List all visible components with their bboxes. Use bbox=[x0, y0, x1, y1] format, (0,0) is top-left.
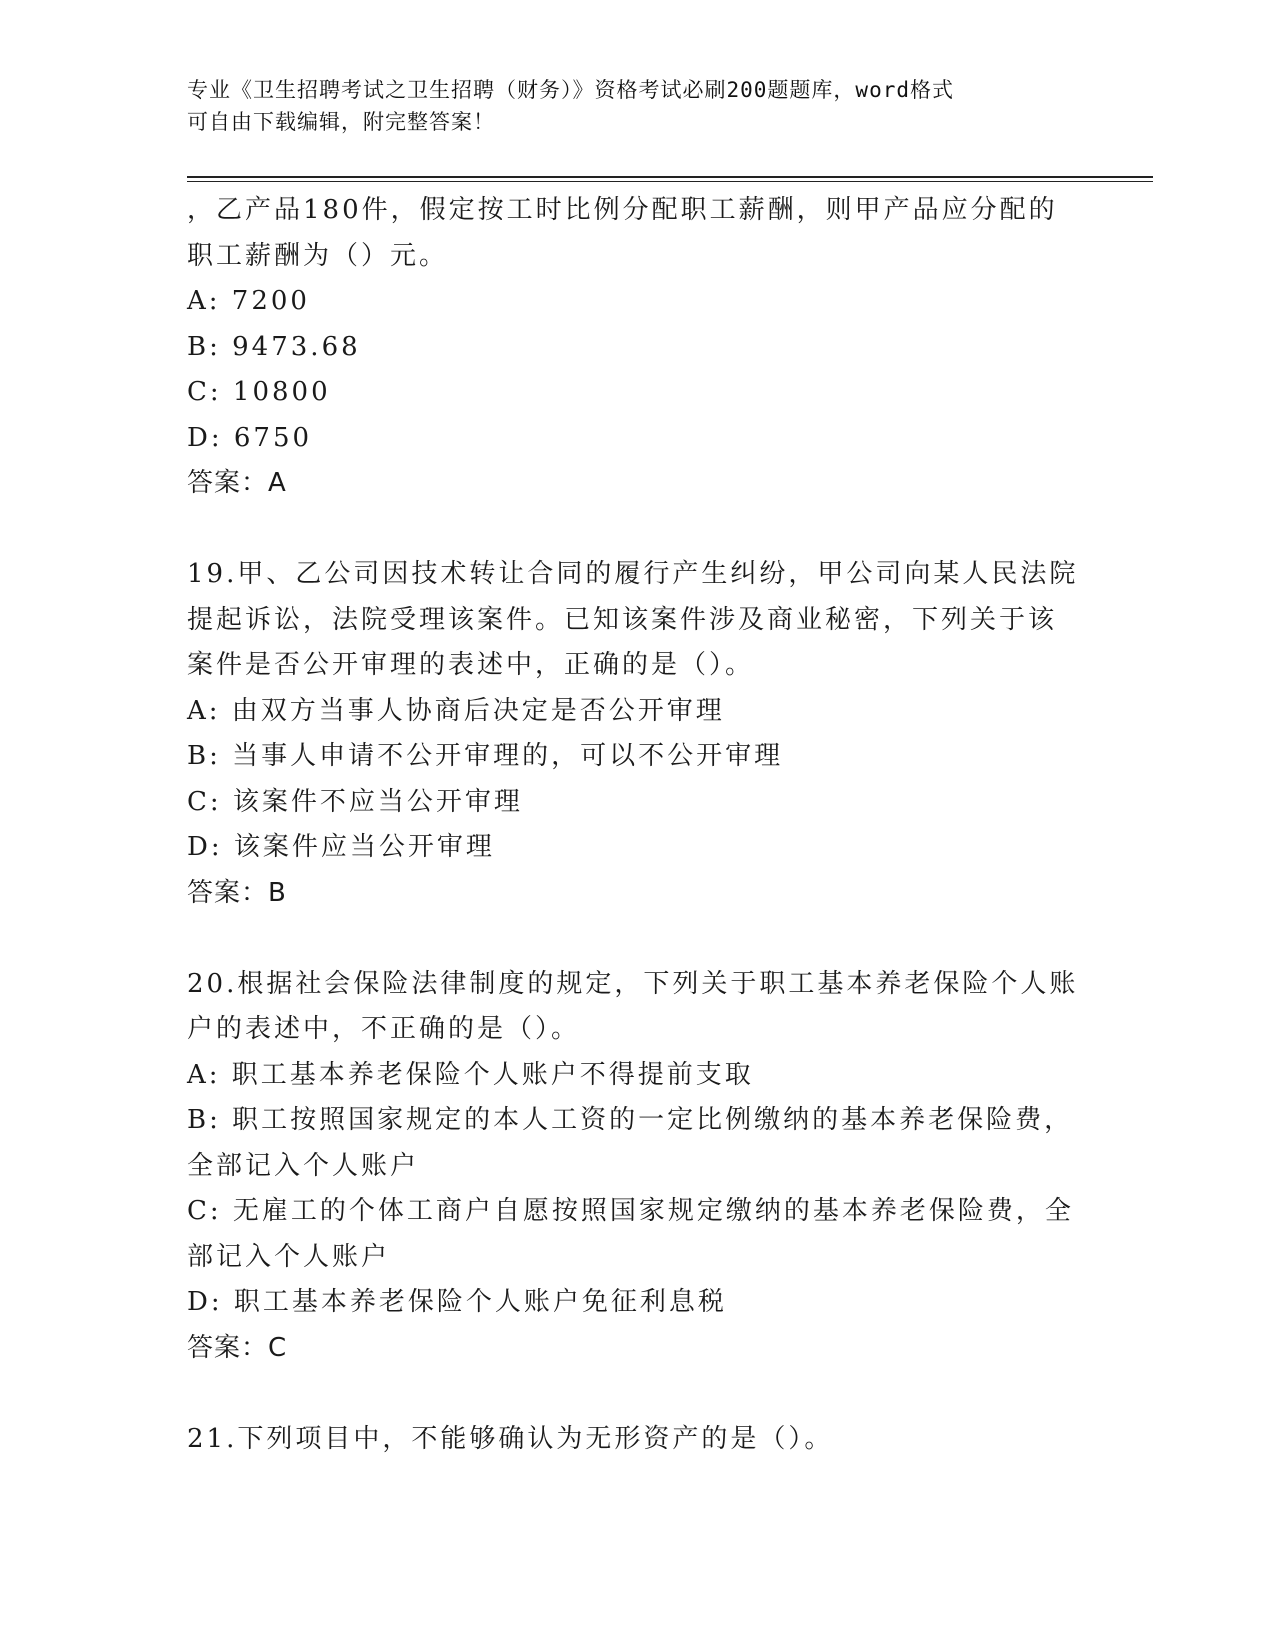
option-d: D: 该案件应当公开审理 bbox=[187, 832, 495, 862]
question-stem: 案件是否公开审理的表述中，正确的是（）。 bbox=[187, 650, 755, 680]
option-a: A: 由双方当事人协商后决定是否公开审理 bbox=[187, 695, 725, 726]
option-d: D: 6750 bbox=[187, 422, 313, 453]
question-19 bbox=[187, 552, 1087, 916]
question-stem: 20.根据社会保险法律制度的规定，下列关于职工基本养老保险个人账 bbox=[187, 968, 1079, 999]
spacer bbox=[187, 1371, 1087, 1417]
option-c-continued: 部记入个人账户 bbox=[187, 1241, 391, 1272]
answer-label: 答案：B bbox=[187, 877, 287, 908]
spacer bbox=[187, 507, 1087, 553]
question-stem: 户的表述中，不正确的是（）。 bbox=[187, 1014, 581, 1044]
question-stem: ，乙产品180件，假定按工时比例分配职工薪酬，则甲产品应分配的 bbox=[187, 195, 1058, 225]
option-c: C: 10800 bbox=[187, 377, 331, 407]
option-a: A: 职工基本养老保险个人账户不得提前支取 bbox=[187, 1059, 754, 1090]
spacer bbox=[187, 916, 1087, 962]
option-b: B: 9473.68 bbox=[187, 331, 361, 362]
option-c: C: 该案件不应当公开审理 bbox=[187, 786, 523, 817]
question-21 bbox=[187, 1417, 1087, 1463]
answer-label: 答案：A bbox=[187, 468, 287, 498]
option-d: D: 职工基本养老保险个人账户免征利息税 bbox=[187, 1287, 727, 1317]
header-title-line-2: 可自由下载编辑，附完整答案！ bbox=[187, 110, 495, 134]
question-stem: 19.甲、乙公司因技术转让合同的履行产生纠纷，甲公司向某人民法院 bbox=[187, 559, 1079, 589]
answer-label: 答案：C bbox=[187, 1332, 288, 1363]
header-divider-thick bbox=[187, 176, 1153, 178]
question-18 bbox=[187, 188, 1087, 507]
option-c: C: 无雇工的个体工商户自愿按照国家规定缴纳的基本养老保险费，全 bbox=[187, 1196, 1074, 1226]
header-divider-thin bbox=[187, 181, 1153, 182]
header-title-line-1: 专业《卫生招聘考试之卫生招聘（财务）》资格考试必刷200题题库，word格式 bbox=[187, 78, 954, 102]
question-20 bbox=[187, 962, 1087, 1372]
option-a: A: 7200 bbox=[187, 286, 310, 316]
question-stem: 职工薪酬为（）元。 bbox=[187, 240, 449, 271]
question-stem: 21.下列项目中，不能够确认为无形资产的是（）。 bbox=[187, 1423, 834, 1454]
document-header bbox=[187, 74, 1067, 138]
option-b: B: 当事人申请不公开审理的，可以不公开审理 bbox=[187, 741, 784, 771]
option-b-continued: 全部记入个人账户 bbox=[187, 1150, 420, 1181]
option-b: B: 职工按照国家规定的本人工资的一定比例缴纳的基本养老保险费， bbox=[187, 1105, 1074, 1135]
question-list bbox=[187, 188, 1087, 1462]
question-stem: 提起诉讼，法院受理该案件。已知该案件涉及商业秘密，下列关于该 bbox=[187, 604, 1058, 635]
